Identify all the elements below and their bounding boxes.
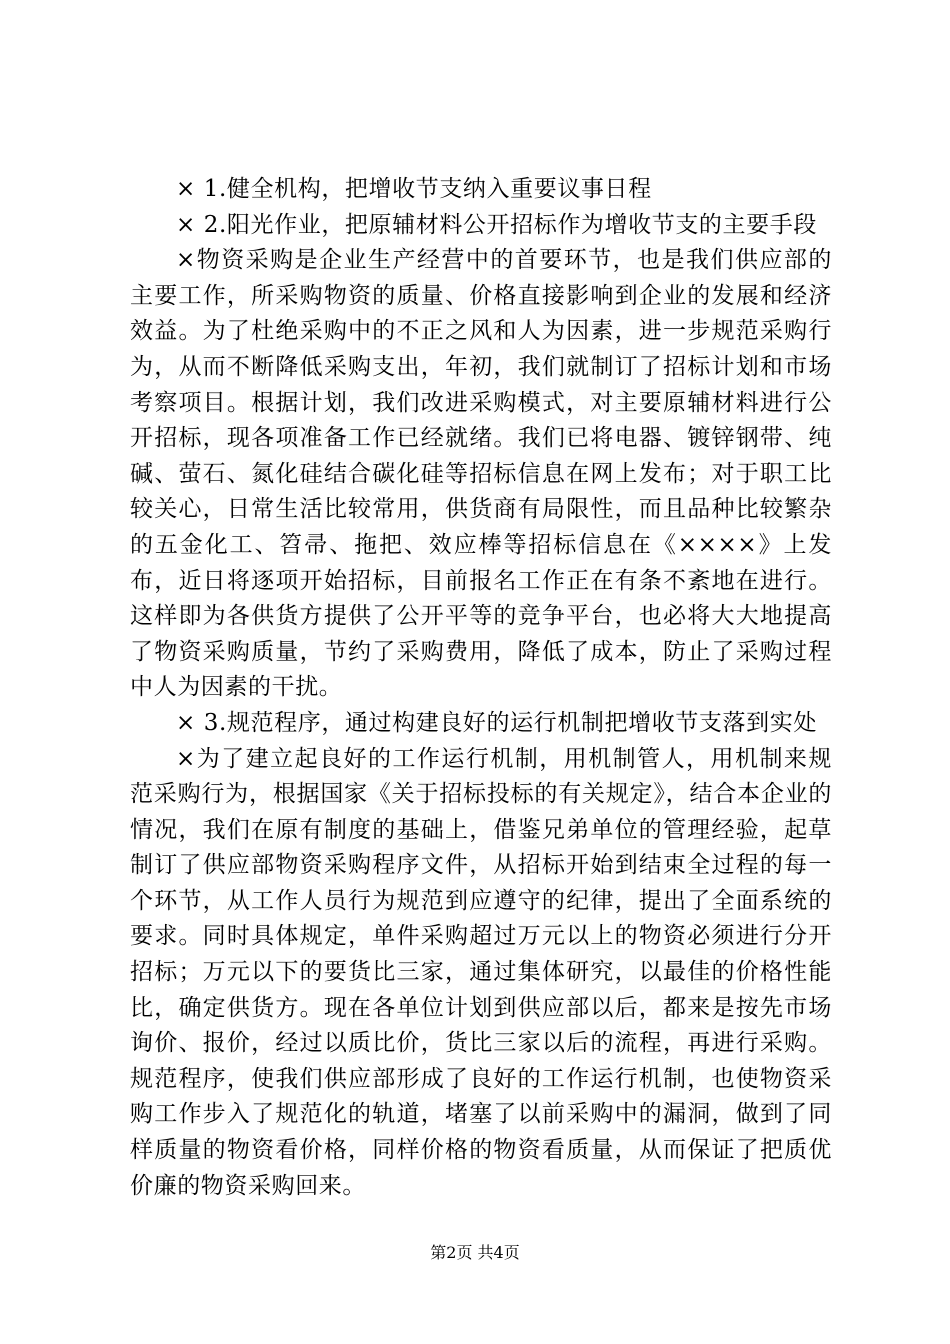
document-body [130, 172, 832, 1204]
page-number-footer: 第2页 共4页 [430, 1243, 520, 1262]
paragraph-body-procedure: ×为了建立起良好的工作运行机制，用机制管人，用机制来规范采购行为，根据国家《关于招标投标的有关规定》，结合本企业的情况，我们在原有制度的基础上，借鉴兄弟单位的管理经验，起草制订了供应部物资采购程序文件，从招标开始到结束全过程的每一个环节，从工作人员行为规范到应遵守的纪律，提出了全面系统的要求。同时具体规定，单件采购超过万元以上的物资必须进行分开招标；万元以下的要货比三家，通过集体研究，以最佳的价格性能比，确定供货方。现在各单位计划到供应部以后，都来是按先市场询价、报价，经过以质比价，货比三家以后的流程，再进行采购。规范程序，使我们供应部形成了良好的工作运行机制，也使物资采购工作步入了规范化的轨道，堵塞了以前采购中的漏洞，做到了同样质量的物资看价格，同样价格的物资看质量，从而保证了把质优价廉的物资采购回来。 [130, 745, 832, 1199]
paragraph-body-procurement: ×物资采购是企业生产经营中的首要环节，也是我们供应部的主要工作，所采购物资的质量、价格直接影响到企业的发展和经济效益。为了杜绝采购中的不正之风和人为因素，进一步规范采购行为，从而不断降低采购支出，年初，我们就制订了招标计划和市场考察项目。根据计划，我们改进采购模式，对主要原辅材料进行公开招标，现各项准备工作已经就绪。我们已将电器、镀锌钢带、纯碱、萤石、氮化硅结合碳化硅等招标信息在网上发布；对于职工比较关心，日常生活比较常用，供货商有局限性，而且品种比较繁杂的五金化工、笤帚、拖把、效应棒等招标信息在《××××》上发布，近日将逐项开始招标，目前报名工作正在有条不紊地在进行。这样即为各供货方提供了公开平等的竞争平台，也必将大大地提高了物资采购质量，节约了采购费用，降低了成本，防止了采购过程中人为因素的干扰。 [130, 247, 832, 701]
paragraph-heading-3: × 3.规范程序，通过构建良好的运行机制把增收节支落到实处 [176, 709, 817, 736]
paragraph-heading-2: × 2.阳光作业，把原辅材料公开招标作为增收节支的主要手段 [176, 211, 817, 238]
paragraph-heading-1: × 1.健全机构，把增收节支纳入重要议事日程 [176, 176, 652, 202]
